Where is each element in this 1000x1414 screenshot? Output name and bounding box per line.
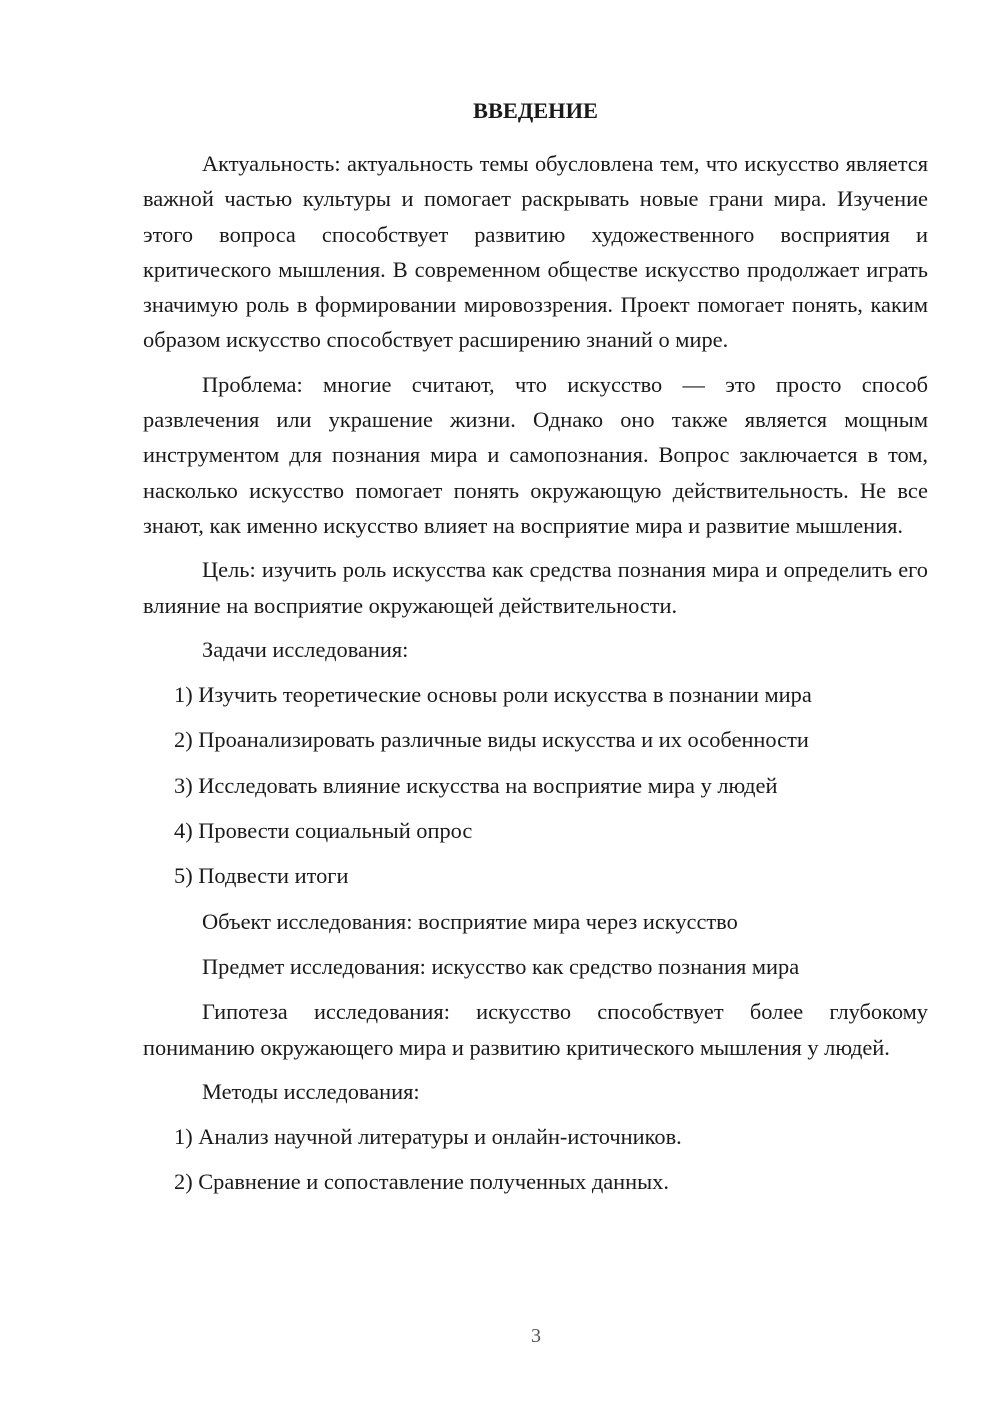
list-item: 2) Проанализировать различные виды искусства и их особенности — [174, 727, 809, 753]
page-number: 3 — [531, 1325, 541, 1347]
paragraph-goal: Цель: изучить роль искусства как средства познания мира и определить его влияние на восприятие окружающей действительности. — [143, 557, 928, 618]
list-item: 3) Исследовать влияние искусства на восприятие мира у людей — [174, 772, 778, 798]
tasks-heading: Задачи исследования: — [202, 636, 409, 662]
document-page — [143, 88, 928, 1210]
list-item: 1) Анализ научной литературы и онлайн-источников. — [174, 1124, 682, 1150]
list-item: 5) Подвести итоги — [174, 863, 349, 889]
paragraph-subject: Предмет исследования: искусство как средство познания мира — [202, 953, 800, 979]
list-item: 2) Сравнение и сопоставление полученных данных. — [174, 1169, 669, 1195]
tasks-list — [143, 677, 928, 893]
paragraph-problem: Проблема: многие считают, что искусство — это просто способ развлечения или украшение жизни. Однако оно также является мощным инструментом для познания мира и самопознания. Вопрос заключается в том, насколько искусство помогает понять окружающую действительность. Не все знают, как именно искусство влияет на восприятие мира и развитие мышления. — [143, 371, 928, 538]
paragraph-relevance: Актуальность: актуальность темы обусловлена тем, что искусство является важной частью культуры и помогает раскрывать новые грани мира. Изучение этого вопроса способствует развитию художественного восприятия и критического мышления. В современном обществе искусство продолжает играть значимую роль в формировании мировоззрения. Проект помогает понять, каким образом искусство способствует расширению знаний о мире. — [143, 151, 928, 353]
paragraph-hypothesis: Гипотеза исследования: искусство способствует более глубокому пониманию окружающего мира и развитию критического мышления у людей. — [143, 999, 928, 1060]
document-title: ВВЕДЕНИЕ — [473, 98, 598, 123]
methods-list — [143, 1119, 928, 1200]
list-item: 1) Изучить теоретические основы роли искусства в познании мира — [174, 682, 812, 708]
paragraph-object: Объект исследования: восприятие мира через искусство — [202, 908, 738, 934]
list-item: 4) Провести социальный опрос — [174, 818, 473, 844]
methods-heading: Методы исследования: — [202, 1078, 420, 1104]
